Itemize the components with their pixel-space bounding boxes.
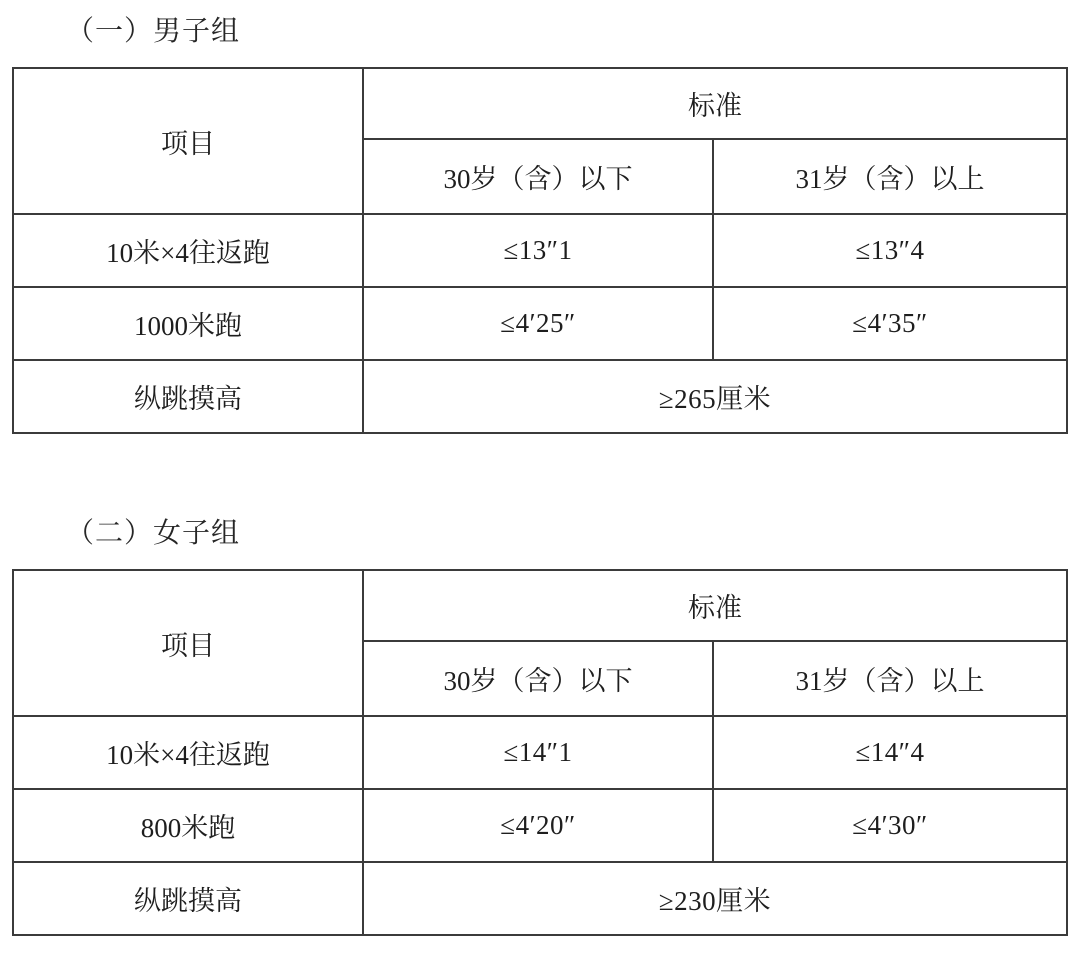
women-shuttle-run-item-cell: 10米×4往返跑 — [13, 716, 363, 789]
men-age-col-under30-header: 30岁（含）以下 — [363, 139, 713, 214]
women-vertical-jump-merged-value: ≥230厘米 — [363, 862, 1067, 935]
table-row — [13, 287, 1067, 360]
women-item-header-cell: 项目 — [13, 570, 363, 716]
women-shuttle-run-over31-value: ≤14″4 — [713, 716, 1067, 789]
men-vertical-jump-item-cell: 纵跳摸高 — [13, 360, 363, 433]
men-item-header-cell: 项目 — [13, 68, 363, 214]
women-standards-table — [12, 569, 1068, 936]
men-vertical-jump-merged-value: ≥265厘米 — [363, 360, 1067, 433]
women-standard-header-cell: 标准 — [363, 570, 1067, 641]
women-age-col-over31-header: 31岁（含）以上 — [713, 641, 1067, 716]
table-row — [13, 214, 1067, 287]
section-title-women: （二）女子组 — [66, 518, 241, 549]
men-shuttle-run-item-cell: 10米×4往返跑 — [13, 214, 363, 287]
men-standards-table — [12, 67, 1068, 434]
table-row — [13, 716, 1067, 789]
women-age-col-under30-header: 30岁（含）以下 — [363, 641, 713, 716]
women-shuttle-run-under30-value: ≤14″1 — [363, 716, 713, 789]
women-vertical-jump-item-cell: 纵跳摸高 — [13, 862, 363, 935]
men-1000m-run-under30-value: ≤4′25″ — [363, 287, 713, 360]
table-row — [13, 789, 1067, 862]
women-800m-run-item-cell: 800米跑 — [13, 789, 363, 862]
men-shuttle-run-over31-value: ≤13″4 — [713, 214, 1067, 287]
men-shuttle-run-under30-value: ≤13″1 — [363, 214, 713, 287]
table-row — [13, 862, 1067, 935]
men-standard-header-cell: 标准 — [363, 68, 1067, 139]
table-row — [13, 360, 1067, 433]
women-800m-run-under30-value: ≤4′20″ — [363, 789, 713, 862]
women-800m-run-over31-value: ≤4′30″ — [713, 789, 1067, 862]
men-age-col-over31-header: 31岁（含）以上 — [713, 139, 1067, 214]
men-1000m-run-item-cell: 1000米跑 — [13, 287, 363, 360]
men-1000m-run-over31-value: ≤4′35″ — [713, 287, 1067, 360]
section-title-men: （一）男子组 — [66, 16, 241, 47]
